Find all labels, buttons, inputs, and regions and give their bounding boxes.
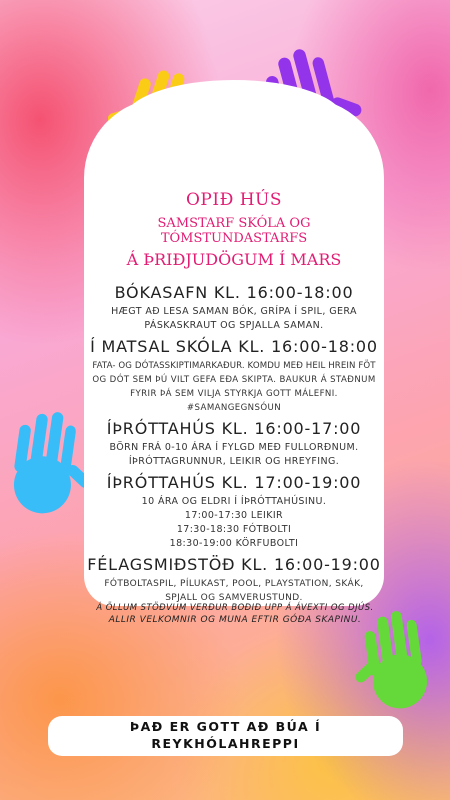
body-line: 18:30-19:00 KÖRFUBOLTI [169,538,299,549]
content [84,180,384,609]
section-ithrottahus-2 [84,473,384,551]
body-line: FYRIR ÞÁ SEM VILJA STYRKJA GOTT MÁLEFNI. [130,389,338,399]
body-line: ÍÞRÓTTAGRUNNUR, LEIKIR OG HREYFING. [128,456,340,467]
body-line: 17:00-17:30 LEIKIR [184,510,284,521]
body-line: HÆGT AÐ LESA SAMAN BÓK, GRÍPA Í SPIL, GERA [111,306,357,317]
section-title: ÍÞRÓTTAHÚS KL. 17:00-19:00 [106,473,362,492]
section-matsal [84,337,384,415]
body-line: FÓTBOLTASPIL, PÍLUKAST, POOL, PLAYSTATION, SKÁK, [104,579,364,589]
body-line: PÁSKASKRAUT OG SPJALLA SAMAN. [144,320,324,331]
page-title: OPIÐ HÚS [185,190,282,210]
schedule-heading: Á ÞRIÐJUDÖGUM Í MARS [126,250,342,269]
page-subtitle: SAMSTARF SKÓLA OG TÓMSTUNDASTARFS [157,216,311,246]
bottom-banner [48,716,403,756]
body-line: OG DÓT SEM ÞÚ VILT GEFA EÐA SKIPTA. BAUKUR Á STAÐNUM [92,375,376,385]
footnote-line: ALLIR VELKOMNIR OG MUNA EFTIR GÓÐA SKAPINU. [108,615,362,625]
footnote [90,601,380,627]
body-line: 17:30-18:30 FÓTBOLTI [176,524,292,535]
section-title: BÓKASAFN KL. 16:00-18:00 [114,283,354,302]
body-line: FATA- OG DÓTASSKIPTIMARKAÐUR. KOMDU MEÐ HEIL HREIN FÖT [92,361,376,371]
body-line: 10 ÁRA OG ELDRI Í ÍÞRÓTTAHÚSINU. [141,496,327,507]
section-body [84,359,384,415]
section-title: ÍÞRÓTTAHÚS KL. 16:00-17:00 [106,419,362,438]
banner-line: REYKHÓLAHREPPI [151,736,300,751]
section-body [84,441,384,469]
body-line: BÖRN FRÁ 0-10 ÁRA Í FYLGD MEÐ FULLORÐNUM. [109,442,359,453]
section-title: FÉLAGSMIÐSTÖÐ KL. 16:00-19:00 [87,555,381,574]
blue-handprint-icon [0,405,95,520]
section-felagsmidstod [84,555,384,605]
section-body [84,305,384,333]
body-line: SPJALL OG SAMVERUSTUND. [165,593,303,603]
section-title: Í MATSAL SKÓLA KL. 16:00-18:00 [90,337,378,356]
section-bokasafn [84,283,384,333]
section-body [84,495,384,551]
body-line: #SAMANGEGNSÓUN [186,403,282,413]
banner-line: ÞAÐ ER GOTT AÐ BÚA Í [129,719,322,734]
footnote-line: Á ÖLLUM STÖÐVUM VERÐUR BOÐIÐ UPP Á ÁVEXTI OG DJÚS. [96,602,374,612]
section-ithrottahus-1 [84,419,384,469]
